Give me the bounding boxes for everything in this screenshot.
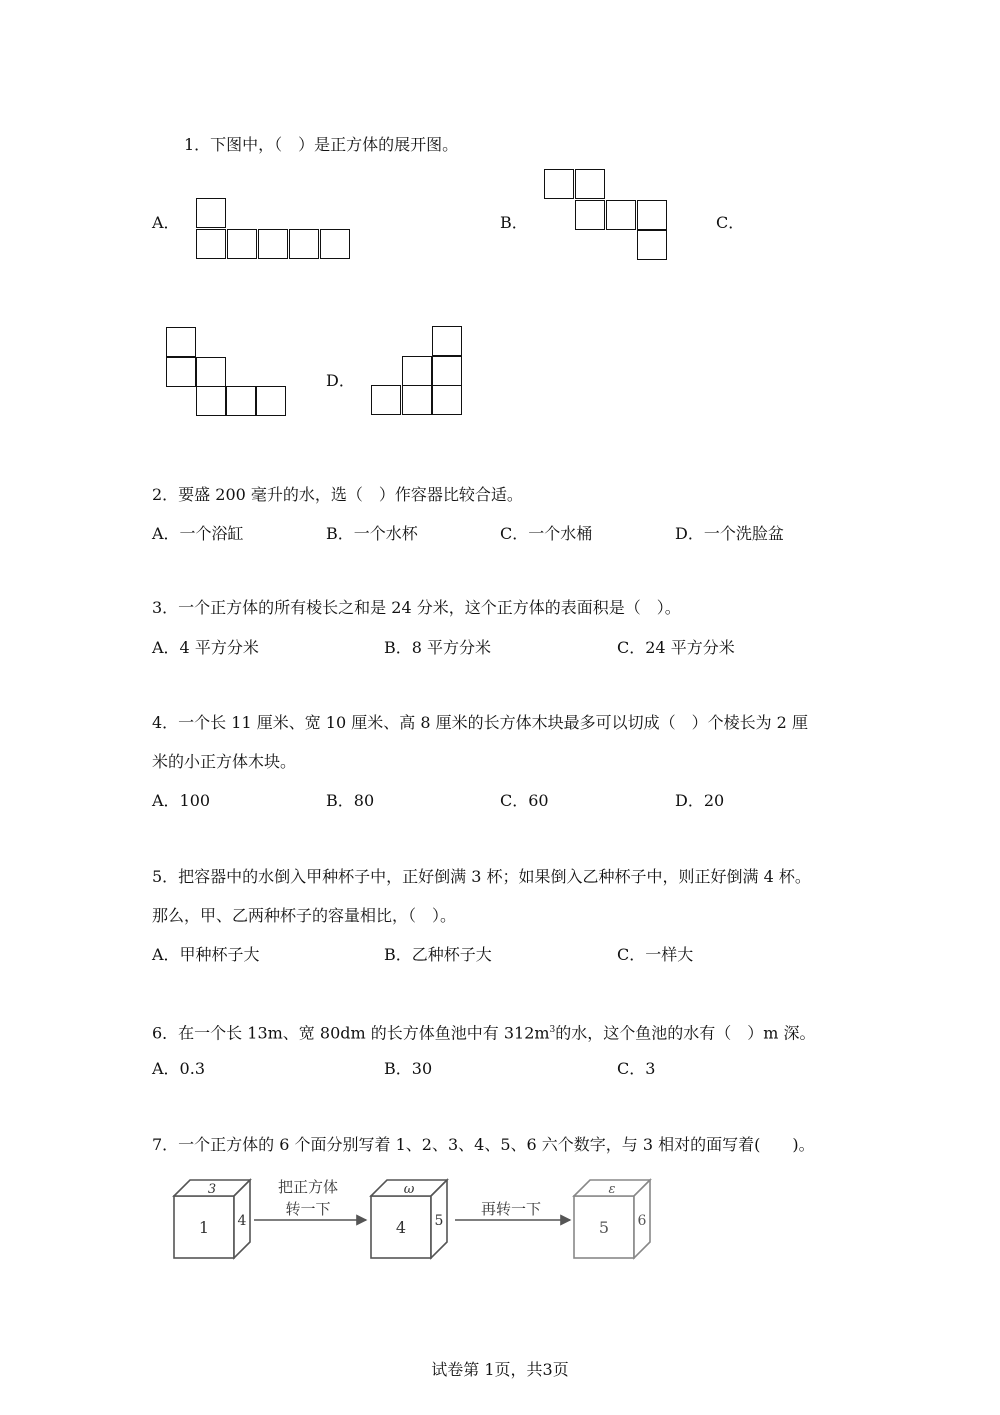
cube-1-front: 1 xyxy=(198,1218,210,1237)
question-7-text: 7．一个正方体的 6 个面分别写着 1、2、3、4、5、6 六个数字，与 3 相对的面写着( )。 xyxy=(152,1135,815,1154)
question-2-text: 2．要盛 200 毫升的水，选（ ）作容器比较合适。 xyxy=(152,485,523,504)
cubic-superscript: 3 xyxy=(549,1025,556,1035)
arrow-2-label: 再转一下 xyxy=(480,1200,542,1218)
q6-option-b: B．30 xyxy=(384,1059,433,1078)
cube-3-front: 5 xyxy=(598,1218,610,1237)
q6-option-c: C．3 xyxy=(617,1059,656,1078)
question-4-line-2: 米的小正方体木块。 xyxy=(152,752,297,771)
q5-option-c: C．一样大 xyxy=(617,945,694,964)
q6-option-a: A．0.3 xyxy=(152,1059,206,1078)
question-5-line-1: 5．把容器中的水倒入甲种杯子中，正好倒满 3 杯；如果倒入乙种杯子中，则正好倒满 4 杯。 xyxy=(152,867,811,886)
cube-2-front: 4 xyxy=(395,1218,407,1237)
cube-rotation-diagram xyxy=(168,1172,658,1264)
cube-3-top: ε xyxy=(608,1182,616,1197)
q2-option-b: B．一个水杯 xyxy=(326,524,418,543)
cube-2-side: 5 xyxy=(434,1213,444,1229)
q4-option-b: B．80 xyxy=(326,791,375,810)
q5-option-a: A．甲种杯子大 xyxy=(152,945,260,964)
q2-option-c: C．一个水桶 xyxy=(500,524,593,543)
question-1-text: 1．下图中，（ ）是正方体的展开图。 xyxy=(184,135,459,154)
q2-option-a: A．一个浴缸 xyxy=(152,524,244,543)
cube-1-side: 4 xyxy=(237,1213,247,1229)
question-4-line-1: 4．一个长 11 厘米、宽 10 厘米、高 8 厘米的长方体木块最多可以切成（ ）个棱长为 2 厘 xyxy=(152,713,808,732)
q1-option-d-label: D． xyxy=(326,371,355,390)
arrow-1-label-line-2: 转一下 xyxy=(285,1200,331,1218)
question-3-text: 3．一个正方体的所有棱长之和是 24 分米，这个正方体的表面积是（ ）。 xyxy=(152,598,681,617)
q3-option-c: C．24 平方分米 xyxy=(617,638,735,657)
question-6-text: 6．在一个长 13m、宽 80dm 的长方体鱼池中有 $312m^3$的水，这个鱼池的水有（ ）m 深。 xyxy=(152,1023,816,1043)
q4-option-d: D．20 xyxy=(675,791,725,810)
q1-option-a-label: A． xyxy=(152,213,180,232)
q1-option-c-label: C． xyxy=(716,213,745,232)
q3-option-b: B．8 平方分米 xyxy=(384,638,492,657)
page-footer: 试卷第 1页，共3页 xyxy=(431,1360,569,1379)
q1-option-b-label: B． xyxy=(500,213,528,232)
cube-1-top: 3 xyxy=(207,1182,217,1197)
q3-option-a: A．4 平方分米 xyxy=(152,638,259,657)
arrow-1-label-line-1: 把正方体 xyxy=(277,1178,339,1196)
question-5-line-2: 那么，甲、乙两种杯子的容量相比，（ ）。 xyxy=(152,906,457,925)
q4-option-a: A．100 xyxy=(152,791,211,810)
cube-2-top: ω xyxy=(403,1182,415,1197)
q4-option-c: C．60 xyxy=(500,791,549,810)
cube-3-side: 6 xyxy=(637,1213,647,1229)
q5-option-b: B．乙种杯子大 xyxy=(384,945,492,964)
q2-option-d: D．一个洗脸盆 xyxy=(675,524,784,543)
